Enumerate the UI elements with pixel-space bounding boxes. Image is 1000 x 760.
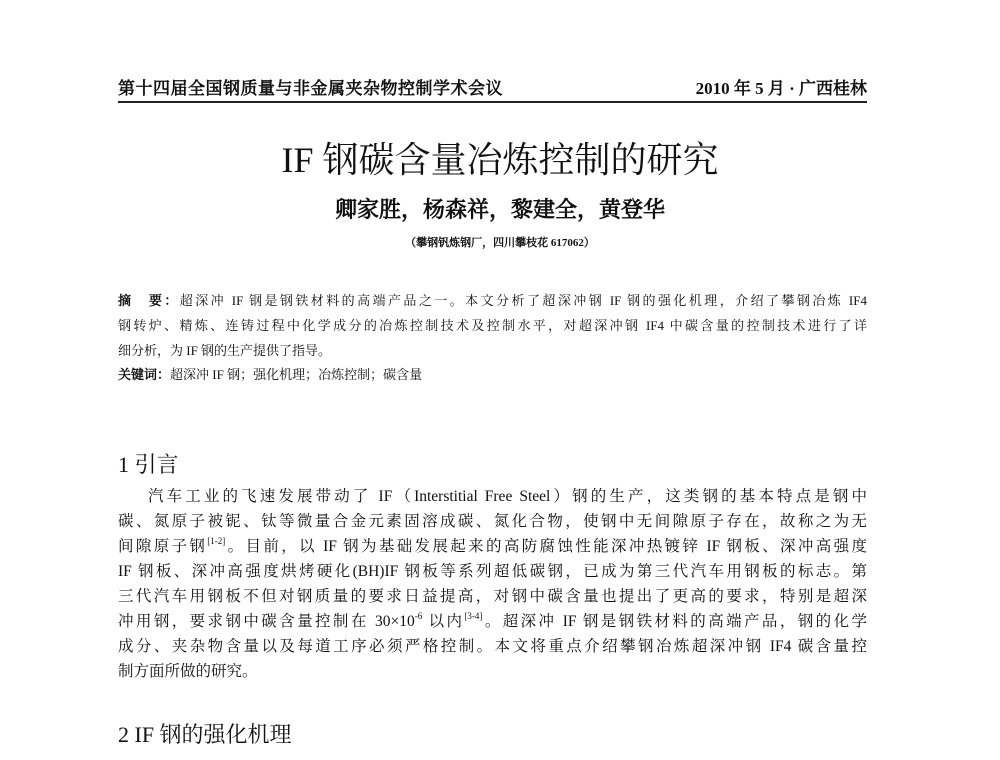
abstract-text: 超深冲 IF 钢是钢铁材料的高端产品之一。本文分析了超深冲钢 IF 钢的强化机理，介绍了攀钢冶炼 IF4 (179, 293, 867, 308)
body-line: IF 钢板、深冲高强度烘烤硬化(BH)IF 钢板等系列超低碳钢，已成为第三代汽车用钢板的标志。第 (118, 563, 867, 580)
exponent: -6 (414, 611, 423, 621)
author-list: 卿家胜，杨森祥，黎建全，黄登华 (334, 197, 665, 222)
header-rule (118, 101, 867, 103)
body-line: 碳、氮原子被铌、钛等微量合金元素固溶成碳、氮化合物，使钢中无间隙原子存在，故称之为无 (118, 513, 867, 530)
citation: [1-2] (207, 536, 226, 546)
body-line: 成分、夹杂物含量以及每道工序必须严格控制。本文将重点介绍攀钢冶炼超深冲钢 IF4 碳含量控 (118, 638, 867, 655)
keywords-text: 超深冲 IF 钢；强化机理；冶炼控制；碳含量 (170, 367, 423, 382)
affiliation: （攀钢钒炼钢厂，四川攀枝花 617062） (405, 237, 595, 249)
body-line: 汽车工业的飞速发展带动了 IF（Interstitial Free Steel）钢的生产，这类钢的基本特点是钢中 (148, 488, 867, 505)
keywords-line (118, 364, 867, 383)
abstract-line: 钢转炉、精炼、连铸过程中化学成分的冶炼控制技术及控制水平，对超深冲钢 IF4 中碳含量的控制技术进行了详 (118, 318, 867, 333)
body-line: 制方面所做的研究。 (118, 663, 258, 680)
body-text: 。超深冲 IF 钢是钢铁材料的高端产品，钢的化学 (482, 613, 867, 630)
abstract-line: 细分析，为 IF 钢的生产提供了指导。 (118, 343, 332, 358)
abstract-line (118, 290, 867, 309)
body-text: 冲用钢，要求钢中碳含量控制在 30×10 (118, 613, 415, 630)
body-line (118, 609, 867, 631)
section-heading-strengthening: 2 IF 钢的强化机理 (118, 722, 292, 747)
body-text: 。目前，以 IF 钢为基础发展起来的高防腐蚀性能深冲热镀锌 IF 钢板、深冲高强度 (225, 538, 867, 555)
body-text: 以内 (422, 613, 465, 630)
running-header-conference: 第十四届全国钢质量与非金属夹杂物控制学术会议 (118, 79, 503, 98)
body-line (118, 534, 867, 556)
running-header-date-place: 2010 年 5 月 · 广西桂林 (695, 79, 867, 98)
citation: [3-4] (464, 611, 483, 621)
section-heading-introduction: 1 引言 (118, 452, 179, 477)
body-line: 三代汽车用钢板不但对钢质量的要求日益提高，对钢中碳含量也提出了更高的要求，特别是超深 (118, 588, 867, 605)
abstract-label: 摘 要： (118, 293, 180, 308)
paper-title: IF 钢碳含量冶炼控制的研究 (281, 140, 719, 180)
body-text: 间隙原子钢 (118, 538, 208, 555)
keywords-label: 关键词： (118, 367, 171, 382)
